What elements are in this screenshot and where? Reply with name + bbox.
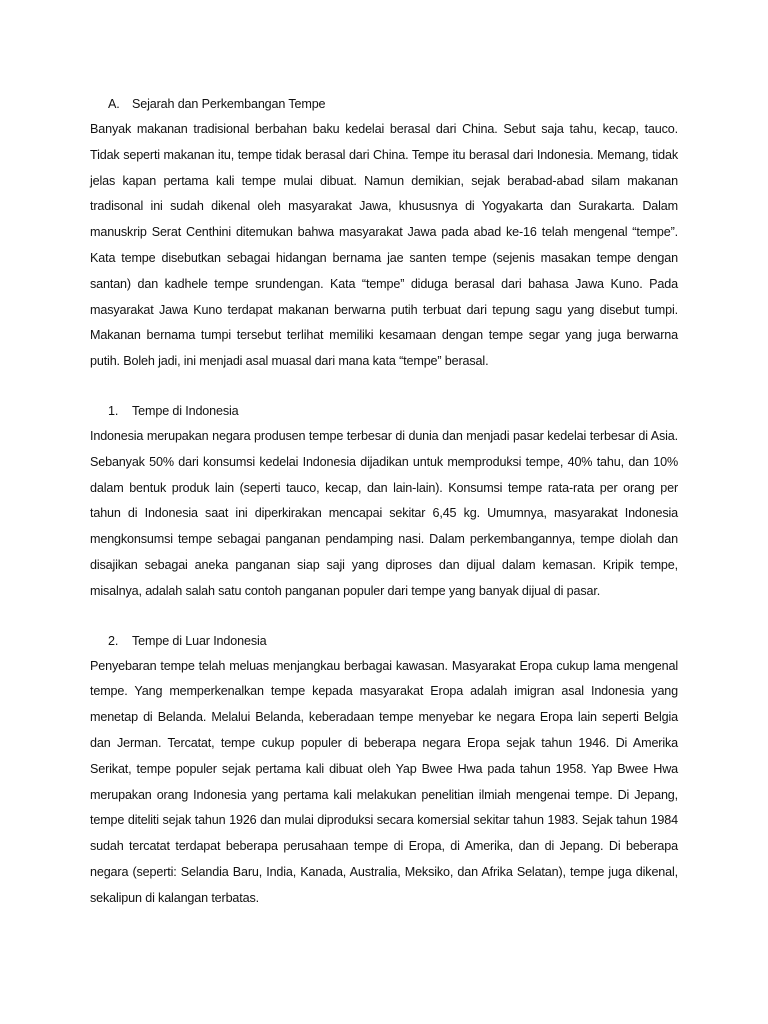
section-a-heading <box>90 92 678 117</box>
section-a-title: Sejarah dan Perkembangan Tempe <box>132 97 326 111</box>
section-1-paragraph: Indonesia merupakan negara produsen tempe terbesar di dunia dan menjadi pasar kedelai terbesar di Asia. Sebanyak 50% dari konsumsi kedelai Indonesia dijadikan untuk memproduksi tempe, 40% tahu, dan 10% dalam bentuk produk lain (seperti tauco, kecap, dan lain-lain). Konsumsi tempe rata-rata per orang per tahun di Indonesia saat ini diperkirakan mencapai sekitar 6,45 kg. Umumnya, masyarakat Indonesia mengkonsumsi tempe sebagai panganan pendamping nasi. Dalam perkembangannya, tempe diolah dan disajikan sebagai aneka panganan siap saji yang diproses dan dijual dalam kemasan. Kripik tempe, misalnya, adalah salah satu contoh panganan populer dari tempe yang banyak dijual di pasar. <box>90 428 678 598</box>
section-1-title: Tempe di Indonesia <box>132 403 239 418</box>
section-a-paragraph: Banyak makanan tradisional berbahan baku kedelai berasal dari China. Sebut saja tahu, kecap, tauco. Tidak seperti makanan itu, tempe tidak berasal dari China. Tempe itu berasal dari Indonesia. Memang, tidak jelas kapan pertama kali tempe mulai dibuat. Namun demikian, sejak berabad-abad silam makanan tradisonal ini sudah dikenal oleh masyarakat Jawa, khususnya di Yogyakarta dan Surakarta. Dalam manuskrip Serat Centhini ditemukan bahwa masyarakat Jawa pada abad ke-16 telah mengenal “tempe”. Kata tempe disebutkan sebagai hidangan bernama jae santen tempe (sejenis masakan tempe dengan santan) dan kadhele tempe srundengan. Kata “tempe” diduga berasal dari bahasa Jawa Kuno. Pada masyarakat Jawa Kuno terdapat makanan berwarna putih terbuat dari tepung sagu yang disebut tumpi. Makanan bernama tumpi tersebut terlihat memiliki kesamaan dengan tempe segar yang juga berwarna putih. Boleh jadi, ini menjadi asal muasal dari mana kata “tempe” berasal. <box>90 122 678 369</box>
spacer <box>90 375 678 399</box>
section-2-heading <box>90 629 678 654</box>
section-1-marker: 1. <box>108 403 119 418</box>
section-2-paragraph: Penyebaran tempe telah meluas menjangkau berbagai kawasan. Masyarakat Eropa cukup lama mengenal tempe. Yang memperkenalkan tempe kepada masyarakat Eropa adalah imigran asal Indonesia yang menetap di Belanda. Melalui Belanda, keberadaan tempe menyebar ke negara Eropa lain seperti Belgia dan Jerman. Tercatat, tempe cukup populer di beberapa negara Eropa sejak tahun 1946. Di Amerika Serikat, tempe populer sejak pertama kali dibuat oleh Yap Bwee Hwa pada tahun 1958. Yap Bwee Hwa merupakan orang Indonesia yang pertama kali melakukan penelitian ilmiah mengenai tempe. Di Jepang, tempe diteliti sejak tahun 1926 dan mulai diproduksi secara komersial sekitar tahun 1983. Sejak tahun 1984 sudah tercatat terdapat beberapa perusahaan tempe di Eropa, di Amerika, dan di Jepang. Di beberapa negara (seperti: Selandia Baru, India, Kanada, Australia, Meksiko, dan Afrika Selatan), tempe juga dikenal, sekalipun di kalangan terbatas. <box>90 658 678 905</box>
section-2-marker: 2. <box>108 633 119 648</box>
section-1-heading <box>90 399 678 424</box>
section-a-marker: A. <box>108 97 120 111</box>
document-page <box>90 92 678 912</box>
section-2-title: Tempe di Luar Indonesia <box>132 633 267 648</box>
spacer <box>90 605 678 629</box>
